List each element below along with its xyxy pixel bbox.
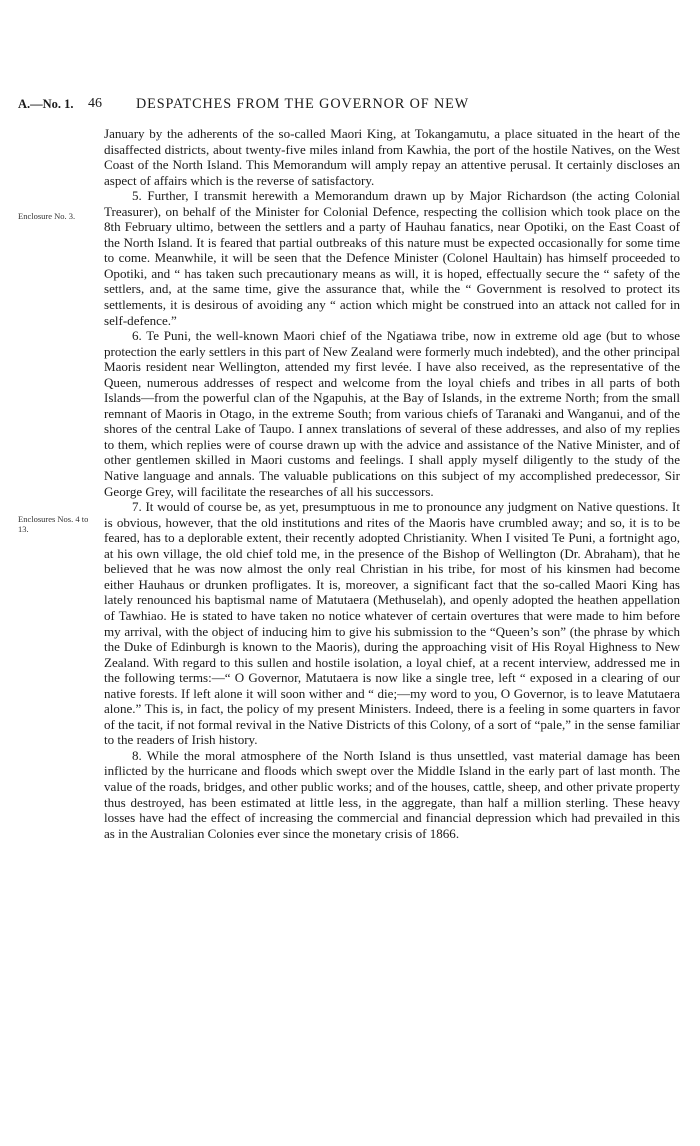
paragraph-7: 7. It would of course be, as yet, presumptuous in me to pronounce any judgment on Native questions. It is obvious, however, that the old institutions and rites of the Maoris have crumbled away; and so, it is to be feared, has to a deplorable extent, their recently adopted Christianity. When I visited Te Puni, a fortnight ago, at his own village, the old chief told me, in the presence of the Bishop of Wellington (Dr. Abraham), that he believed that he was now almost the only real Christian in his tribe, for most of his kinsmen had become either Hauhaus or drunken profligates. It is, moreover, a significant fact that the so-called Maori King has lately renounced his baptismal name of Matutaera (Methuselah), and openly adopted the heathen appellation of Tawhiao. He is stated to have taken no notice whatever of certain overtures that were made to him before my arrival, with the object of inducing him to give his submission to the “Queen’s son” (the phrase by which the Duke of Edinburgh is known to the Maoris), during the approaching visit of His Royal Highness to New Zealand. With regard to this sullen and hostile isolation, a loyal chief, at a recent interview, addressed me in the following terms:—“ O Governor, Matutaera is now like a single tree, left “ exposed in a clearing of our native forests. If left alone it will soon wither and “ die;—my word to you, O Governor, is to leave Matutaera alone.” This is, in fact, the policy of my present Ministers. Indeed, there is a feeling in some quarters in favor of the tacit, if not formal revival in the Native Districts of this Colony, of a sort of “pale,” in the sense familiar to the readers of Irish history. [104, 499, 680, 748]
page-title: DESPATCHES FROM THE GOVERNOR OF NEW [136, 96, 470, 112]
margin-note-enclosures-4-13: Enclosures Nos. 4 to 13. [18, 514, 89, 534]
document-body [104, 126, 680, 841]
paragraph-5: 5. Further, I transmit herewith a Memorandum drawn up by Major Richardson (the acting Colonial Treasurer), on behalf of the Minister for Colonial Defence, respecting the collision which took place on the 8th February ultimo, between the settlers and a party of Hauhau fanatics, near Opotiki, on the East Coast of the North Island. It is feared that partial outbreaks of this nature must be expected occasionally for some time to come. Meanwhile, it will be seen that the Defence Minister (Colonel Haultain) has himself proceeded to Opotiki, and “ has taken such precautionary means as will, it is hoped, effectually secure the “ safety of the settlers, and, at the same time, give the assurance that, while the “ Government is resolved to protect its settlements, it is desirous of avoiding any “ action which might be construed into an attack not called for in self-defence.” [104, 188, 680, 328]
running-header [18, 97, 678, 117]
paragraph-8: 8. While the moral atmosphere of the North Island is thus unsettled, vast material damage has been inflicted by the hurricane and floods which swept over the Middle Island in the early part of last month. The value of the roads, bridges, and other public works; and of the houses, cattle, sheep, and other private property thus destroyed, has been estimated at little less, in the aggregate, than half a million sterling. These heavy losses have had the effect of increasing the commercial and financial depression which had prevailed in this as in the Australian Colonies ever since the monetary crisis of 1866. [104, 747, 680, 841]
paragraph-6: 6. Te Puni, the well-known Maori chief of the Ngatiawa tribe, now in extreme old age (but to whose protection the early settlers in this part of New Zealand were formerly much indebted), and the other principal Maoris resident near Wellington, attended my first levée. I have also received, as the representative of the Queen, numerous addresses of respect and welcome from the loyal chiefs and tribes in all parts of both Islands—from the powerful clan of the Ngapuhis, at the Bay of Islands, in the extreme North; from the small remnant of Maoris in Otago, in the extreme South; from various chiefs of Taranaki and Wanganui, and of the shores of the central Lake of Taupo. I annex translations of several of these addresses, and also of my replies to them, which replies were of course drawn up with the advice and assistance of the Native Minister, and of other gentlemen skilled in Maori customs and feelings. I shall apply myself diligently to the study of the Native language and annals. The valuable publications on this subject of my accomplished predecessor, Sir George Grey, will facilitate the researches of all his successors. [104, 328, 680, 499]
margin-note-enclosure-3: Enclosure No. 3. [18, 211, 76, 221]
paragraph-continuation: January by the adherents of the so-called Maori King, at Tokangamutu, a place situated in the heart of the disaffected districts, about twenty-five miles inland from Kawhia, the port of the hostile Natives, on the West Coast of the North Island. This Memorandum will amply repay an attentive perusal. It certainly discloses an aspect of affairs which is the reverse of satisfactory. [104, 126, 680, 188]
document-reference: A.—No. 1. [18, 97, 74, 111]
page-number: 46 [88, 96, 102, 111]
